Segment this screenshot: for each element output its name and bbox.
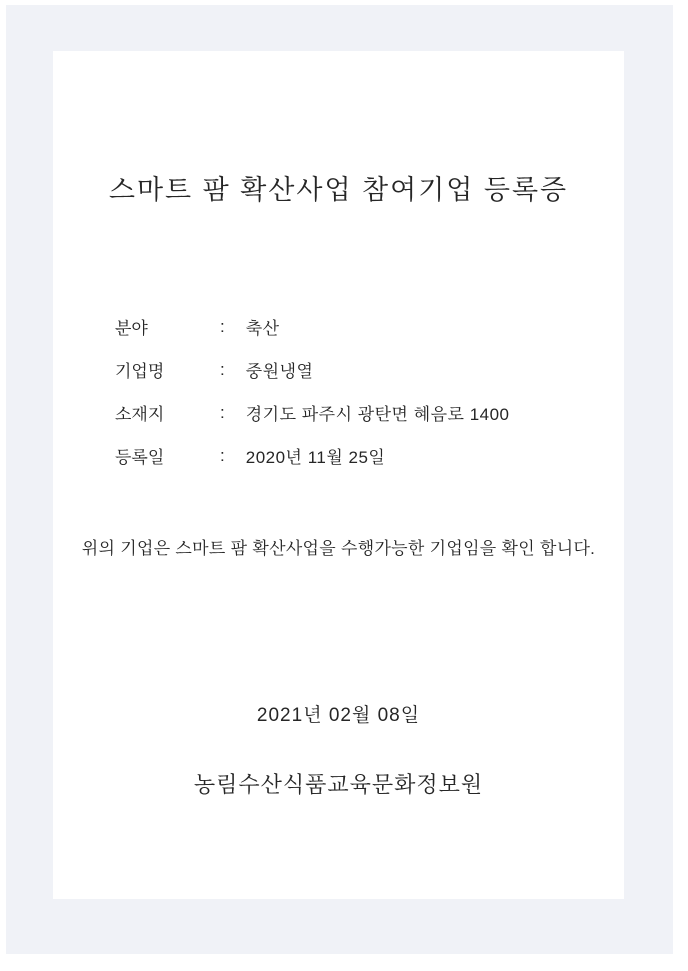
field-row-company-name: [115, 348, 604, 391]
issuer-name: 농림수산식품교육문화정보원: [193, 772, 484, 797]
certificate-page: [53, 51, 624, 899]
field-value-address: 경기도 파주시 광탄면 혜음로 1400: [245, 405, 510, 424]
certificate-title: 스마트 팜 확산사업 참여기업 등록증: [108, 175, 569, 205]
field-label-category: 분야: [115, 319, 148, 338]
field-label-company-name: 기업명: [115, 362, 165, 381]
field-row-registration-date: [115, 434, 604, 477]
field-colon: :: [220, 445, 225, 465]
field-value-registration-date: 2020년 11월 25일: [245, 448, 386, 467]
field-label-address: 소재지: [115, 405, 165, 424]
certificate-fields: [115, 305, 604, 477]
field-value-category: 축산: [245, 319, 280, 338]
field-colon: :: [220, 402, 225, 422]
confirmation-statement: 위의 기업은 스마트 팜 확산사업을 수행가능한 기업임을 확인 합니다.: [81, 539, 596, 558]
viewer-background: [6, 5, 673, 954]
field-label-registration-date: 등록일: [115, 448, 165, 467]
field-colon: :: [220, 316, 225, 336]
field-colon: :: [220, 359, 225, 379]
field-row-category: [115, 305, 604, 348]
field-row-address: [115, 391, 604, 434]
issue-date: 2021년 02월 08일: [256, 705, 421, 726]
field-value-company-name: 중원냉열: [245, 362, 314, 381]
